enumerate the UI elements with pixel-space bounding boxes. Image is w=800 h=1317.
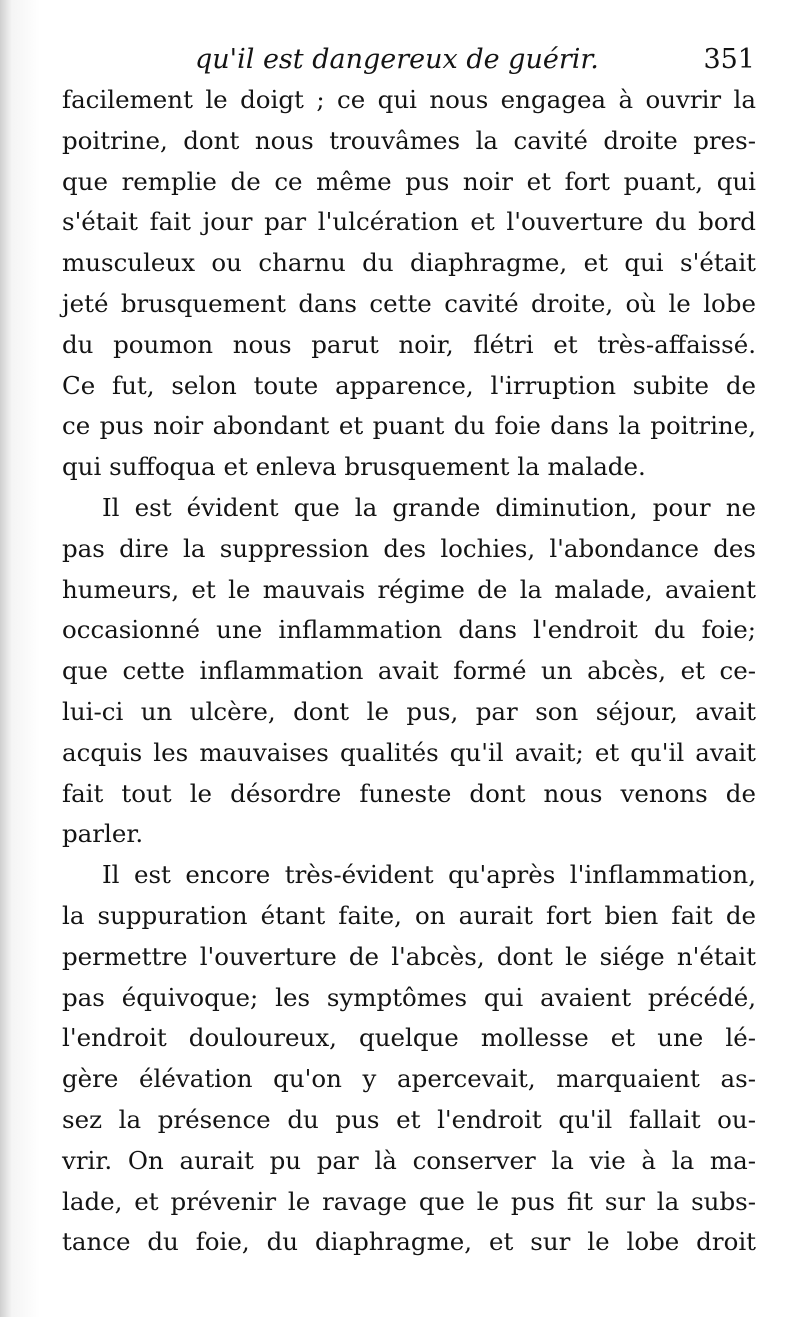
text-line: du poumon nous parut noir, flétri et très-affaissé. <box>62 329 756 359</box>
page-number: 351 <box>703 44 755 75</box>
text-line: parler. <box>62 819 144 849</box>
running-head <box>195 40 755 80</box>
text-line: permettre l'ouverture de l'abcès, dont le siége n'était <box>62 941 756 971</box>
text-line: facilement le doigt ; ce qui nous engagea à ouvrir la <box>62 85 756 114</box>
text-line: Il est évident que la grande diminution, pour ne <box>102 492 756 522</box>
text-line: fait tout le désordre funeste dont nous venons de <box>62 778 756 808</box>
text-line: humeurs, et le mauvais régime de la malade, avaient <box>62 574 756 604</box>
text-line: lui-ci un ulcère, dont le pus, par son séjour, avait <box>62 696 756 726</box>
text-line: la suppuration étant faite, on aurait fort bien fait de <box>62 900 756 930</box>
text-line: s'était fait jour par l'ulcération et l'ouverture du bord <box>62 207 756 237</box>
text-line: musculeux ou charnu du diaphragme, et qui s'était <box>62 248 756 278</box>
text-line: Il est encore très-évident qu'après l'inflammation, <box>102 860 756 890</box>
page-gutter-shadow <box>0 0 12 1317</box>
text-line: sez la présence du pus et l'endroit qu'il fallait ou- <box>62 1104 756 1134</box>
text-line: pas dire la suppression des lochies, l'abondance des <box>62 533 756 563</box>
text-line: acquis les mauvaises qualités qu'il avait; et qu'il avait <box>62 737 756 767</box>
text-line: l'endroit douloureux, quelque mollesse et une lé- <box>62 1023 756 1053</box>
text-line: pas équivoque; les symptômes qui avaient précédé, <box>62 982 756 1012</box>
text-line: que cette inflammation avait formé un abcès, et ce- <box>62 656 756 686</box>
text-line: jeté brusquement dans cette cavité droite, où le lobe <box>62 288 756 318</box>
text-line: occasionné une inflammation dans l'endroit du foie; <box>62 615 756 645</box>
body-text <box>62 80 756 1263</box>
text-line: Ce fut, selon toute apparence, l'irruption subite de <box>62 370 756 400</box>
text-line: ce pus noir abondant et puant du foie dans la poitrine, <box>62 411 756 441</box>
text-line: tance du foie, du diaphragme, et sur le lobe droit <box>62 1227 756 1257</box>
text-line: lade, et prévenir le ravage que le pus fit sur la subs- <box>62 1186 756 1216</box>
text-line: gère élévation qu'on y apercevait, marquaient as- <box>62 1064 756 1094</box>
text-line: vrir. On aurait pu par là conserver la vie à la ma- <box>62 1145 756 1175</box>
text-line: qui suffoqua et enleva brusquement la malade. <box>62 452 646 482</box>
text-line: poitrine, dont nous trouvâmes la cavité droite pres- <box>62 125 756 155</box>
text-line: que remplie de ce même pus noir et fort puant, qui <box>62 166 756 196</box>
running-title: qu'il est dangereux de guérir. <box>195 44 599 75</box>
